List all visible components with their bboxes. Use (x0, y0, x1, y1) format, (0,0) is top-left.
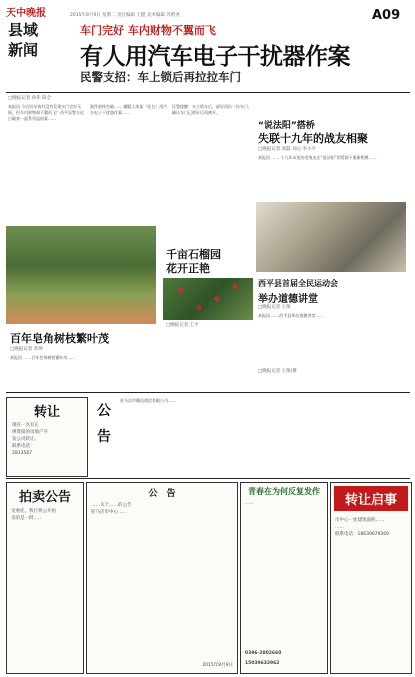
mid-rule (6, 392, 410, 393)
transfer-ad-right (330, 482, 412, 674)
page-number: A09 (372, 8, 401, 23)
green-ad (240, 482, 328, 674)
transfer-right-line: 联系电话：18639679269 (335, 532, 389, 537)
section-line2: 新闻 (8, 41, 39, 59)
transfer-right-line: 市中心一处建筑面积…… (335, 518, 385, 523)
transfer-right-title: 转让启事 (334, 486, 408, 511)
dog-story-byline: □晚报记者 刘磊 刘心 李小平 (258, 147, 317, 152)
transfer-line: 2813567 (12, 451, 33, 456)
transfer-ad-title: 转让 (33, 405, 60, 420)
auction-ad (6, 482, 84, 674)
announcement-date: 2015年8月9日 (202, 663, 233, 668)
dog-story-paragraph: 本报讯 …… 十九年未见的老战友在“说法阳”的帮助下重新相聚…… (258, 155, 377, 160)
harvest-byline: □晚报记者 苏坤 (10, 347, 43, 352)
notice-subtitle: 告 (97, 429, 111, 445)
masthead-logo: 天中晚报 (6, 8, 46, 19)
auction-line: 受委托，我行将公开拍 (11, 509, 56, 514)
announcement-line: 驻马店市中心…… (91, 510, 127, 515)
lead-paragraph-1: 本报讯 今后回车钱有没有发现车门完好无损，但车内财物却不翼而飞？西平县警方近日破获一起系列盗窃案…… (8, 104, 84, 121)
transfer-line: 发公司转让。 (12, 437, 39, 442)
transfer-right-line: …… (335, 525, 344, 530)
header-rule (6, 92, 410, 93)
auction-title: 拍卖公告 (18, 490, 71, 505)
transfer-line: 现有一具有正 (12, 423, 39, 428)
lead-paragraph-2: 案件最终告破…… 嫌疑人周某（化名）用汽车电子干扰器作案…… (90, 104, 168, 115)
sport-byline: □晚报记者 王保 (258, 305, 291, 310)
auction-line: 卖的是一批…… (11, 516, 43, 521)
notice-paragraph: 驻马店市顺达商贸有限公司…… (120, 398, 176, 403)
fruit-title-line1: 千亩石榴园 (166, 248, 221, 261)
sport-title-line2: 举办道德讲堂 (258, 294, 318, 305)
announcement-line: ……关于……的公告 (91, 503, 132, 508)
announcement-title: 公 告 (148, 489, 176, 499)
fruit-photo (163, 278, 253, 320)
fruit-title-line2: 花开正艳 (166, 262, 210, 275)
green-paragraph: …… (245, 501, 254, 506)
harvest-paragraph: 本报讯 ……百年皂角树枝繁叶茂…… (10, 355, 76, 360)
photo-caption: □晚报记者 王保/摄 (258, 369, 297, 374)
dog-story-photo (256, 202, 406, 272)
dog-story-title: “说法阳”搭桥 (258, 121, 315, 131)
lower-rule (6, 478, 410, 479)
sport-title-line1: 西平县首届全民运动会 (258, 279, 338, 288)
announcement-ad (86, 482, 238, 674)
section-line1: 县域 (8, 21, 39, 39)
transfer-ad-left (6, 397, 88, 477)
lead-byline: □晚报记者 孙伟 陈全 (8, 96, 52, 101)
sport-paragraph: 本报讯 ……西平县举办道德讲堂…… (258, 313, 324, 318)
lead-headline: 有人用汽车电子干扰器作案 (80, 44, 350, 70)
lead-paragraph-3: 民警提醒：车主锁车后，最好再拉一拉车门，确认车门已锁好后再离开。 (172, 104, 252, 115)
green-phone2: 15039632962 (245, 661, 280, 666)
harvest-title: 百年皂角树枝繁叶茂 (10, 332, 109, 345)
transfer-line: 联系电话： (12, 444, 35, 449)
green-phone: 0396-2802660 (245, 651, 282, 656)
section-title (8, 20, 48, 60)
fruit-byline: □晚报记者 王平 (166, 323, 199, 328)
harvest-photo (6, 226, 156, 324)
lead-kicker: 车门完好 车内财物不翼而飞 (80, 24, 216, 37)
notice-label (92, 400, 116, 446)
dog-story-subtitle: 失联十九年的战友相聚 (258, 132, 368, 145)
transfer-line: 规资质的房地产开 (12, 430, 48, 435)
issue-info: 2015年8月9日 星期二 责任编辑 王健 美术编辑 苏楷尧 (70, 13, 180, 18)
lead-subhead: 民警支招：车上锁后再拉拉车门 (80, 70, 241, 84)
green-title: 青春在为何反复发作 (248, 487, 320, 496)
notice-title: 公 (97, 403, 111, 419)
